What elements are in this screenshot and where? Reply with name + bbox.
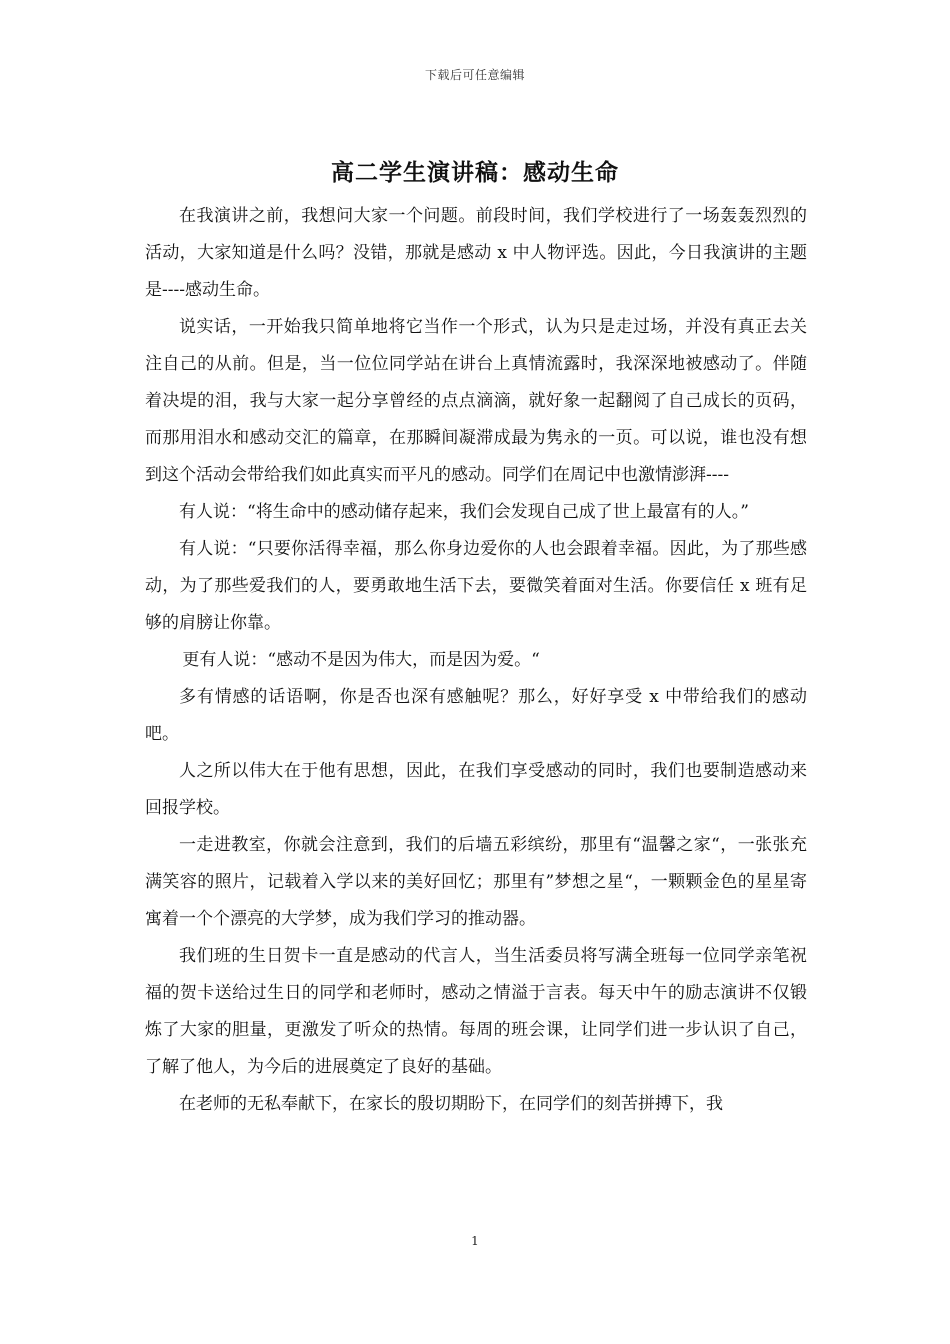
paragraph-classroom-wall: 一走进教室，你就会注意到，我们的后墙五彩缤纷，那里有“温馨之家“，一张张充满笑容的照片，记载着入学以来的美好回忆；那里有”梦想之星“，一颗颗金色的星星寄寓着一个个漂亮的大学梦，成为我们学习的推动器。 [145,835,807,929]
paragraph-birthday-cards: 我们班的生日贺卡一直是感动的代言人，当生活委员将写满全班每一位同学亲笔祝福的贺卡送给过生日的同学和老师时，感动之情溢于言表。每天中午的励志演讲不仅锻炼了大家的胆量，更激发了听众的热情。每周的班会课，让同学们进一步认识了自己，了解了他人，为今后的进展奠定了良好的基础。 [145,946,807,1077]
paragraph-teachers: 在老师的无私奉献下，在家长的殷切期盼下，在同学们的刻苦拼搏下，我 [179,1094,723,1114]
page-header-note: 下载后可任意编辑 [424,68,525,82]
paragraph-quote-2: 有人说：“只要你活得幸福，那么你身边爱你的人也会跟着幸福。因此，为了那些感动，为了那些爱我们的人，要勇敢地生活下去，要微笑着面对生活。你要信任 x 班有足够的肩膀让你靠。 [145,539,807,633]
paragraph-intro: 在我演讲之前，我想问大家一个问题。前段时间，我们学校进行了一场轰轰烈烈的活动，大家知道是什么吗？没错，那就是感动 x 中人物评选。因此，今日我演讲的主题是----感动生命。 [145,206,807,300]
page-number: 1 [471,1234,479,1248]
paragraph-honestly: 说实话，一开始我只简单地将它当作一个形式，认为只是走过场，并没有真正去关注自己的从前。但是，当一位位同学站在讲台上真情流露时，我深深地被感动了。伴随着决堤的泪，我与大家一起分享曾经的点点滴滴，就好象一起翻阅了自己成长的页码，而那用泪水和感动交汇的篇章，在那瞬间凝滞成最为隽永的一页。可以说，谁也没有想到这个活动会带给我们如此真实而平凡的感动。同学们在周记中也激情澎湃---- [145,317,807,485]
paragraph-quote-1: 有人说：“将生命中的感动储存起来，我们会发现自己成了世上最富有的人。” [179,502,749,522]
paragraph-quote-3: 更有人说：“感动不是因为伟大，而是因为爱。“ [182,650,540,670]
paragraph-reflection: 多有情感的话语啊，你是否也深有感触呢？那么，好好享受 x 中带给我们的感动吧。 [145,687,807,744]
document-title: 高二学生演讲稿：感动生命 [331,159,619,186]
paragraph-create-moving: 人之所以伟大在于他有思想，因此，在我们享受感动的同时，我们也要制造感动来回报学校。 [145,761,807,818]
document-body [145,198,807,1123]
